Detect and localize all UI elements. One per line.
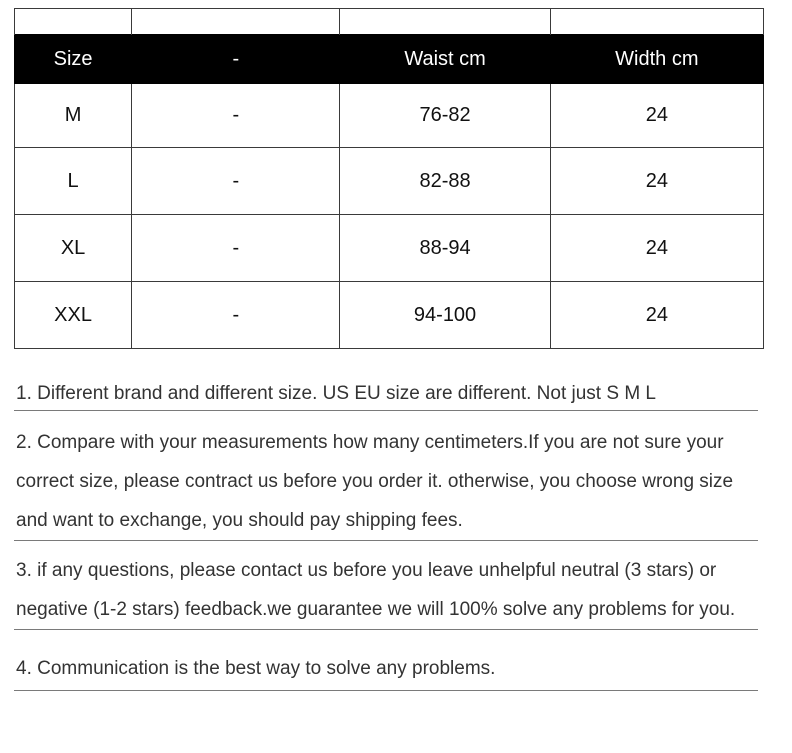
width-cell: 24: [550, 215, 763, 282]
waist-cell: 94-100: [340, 282, 550, 349]
dash-cell: -: [132, 282, 340, 349]
size-notes: [14, 370, 758, 691]
header-waist: Waist cm: [340, 35, 550, 84]
width-cell: 24: [550, 282, 763, 349]
table-blank-row: [15, 9, 764, 35]
waist-cell: 88-94: [340, 215, 550, 282]
waist-cell: 82-88: [340, 148, 550, 215]
width-cell: 24: [550, 84, 763, 148]
dash-cell: -: [132, 148, 340, 215]
size-cell: XL: [15, 215, 132, 282]
size-cell: L: [15, 148, 132, 215]
note-item: 1. Different brand and different size. US EU size are different. Not just S M L: [14, 370, 758, 411]
table-header-row: [15, 35, 764, 84]
blank-cell: [340, 9, 550, 35]
note-item: 2. Compare with your measurements how many centimeters.If you are not sure your correct size, please contract us before you order it. otherwise, you choose wrong size and want to exchange, you should pay shipping fees.: [14, 423, 758, 541]
size-cell: M: [15, 84, 132, 148]
note-item: 4. Communication is the best way to solve any problems.: [14, 648, 758, 691]
note-item: 3. if any questions, please contact us before you leave unhelpful neutral (3 stars) or negative (1-2 stars) feedback.we guarantee we will 100% solve any problems for you.: [14, 551, 758, 630]
blank-cell: [550, 9, 763, 35]
table-row: [15, 84, 764, 148]
blank-cell: [132, 9, 340, 35]
dash-cell: -: [132, 84, 340, 148]
size-cell: XXL: [15, 282, 132, 349]
waist-cell: 76-82: [340, 84, 550, 148]
table-row: [15, 215, 764, 282]
blank-cell: [15, 9, 132, 35]
header-size: Size: [15, 35, 132, 84]
header-width: Width cm: [550, 35, 763, 84]
table-row: [15, 282, 764, 349]
table-row: [15, 148, 764, 215]
header-dash: -: [132, 35, 340, 84]
size-chart-table: [14, 8, 764, 349]
width-cell: 24: [550, 148, 763, 215]
dash-cell: -: [132, 215, 340, 282]
